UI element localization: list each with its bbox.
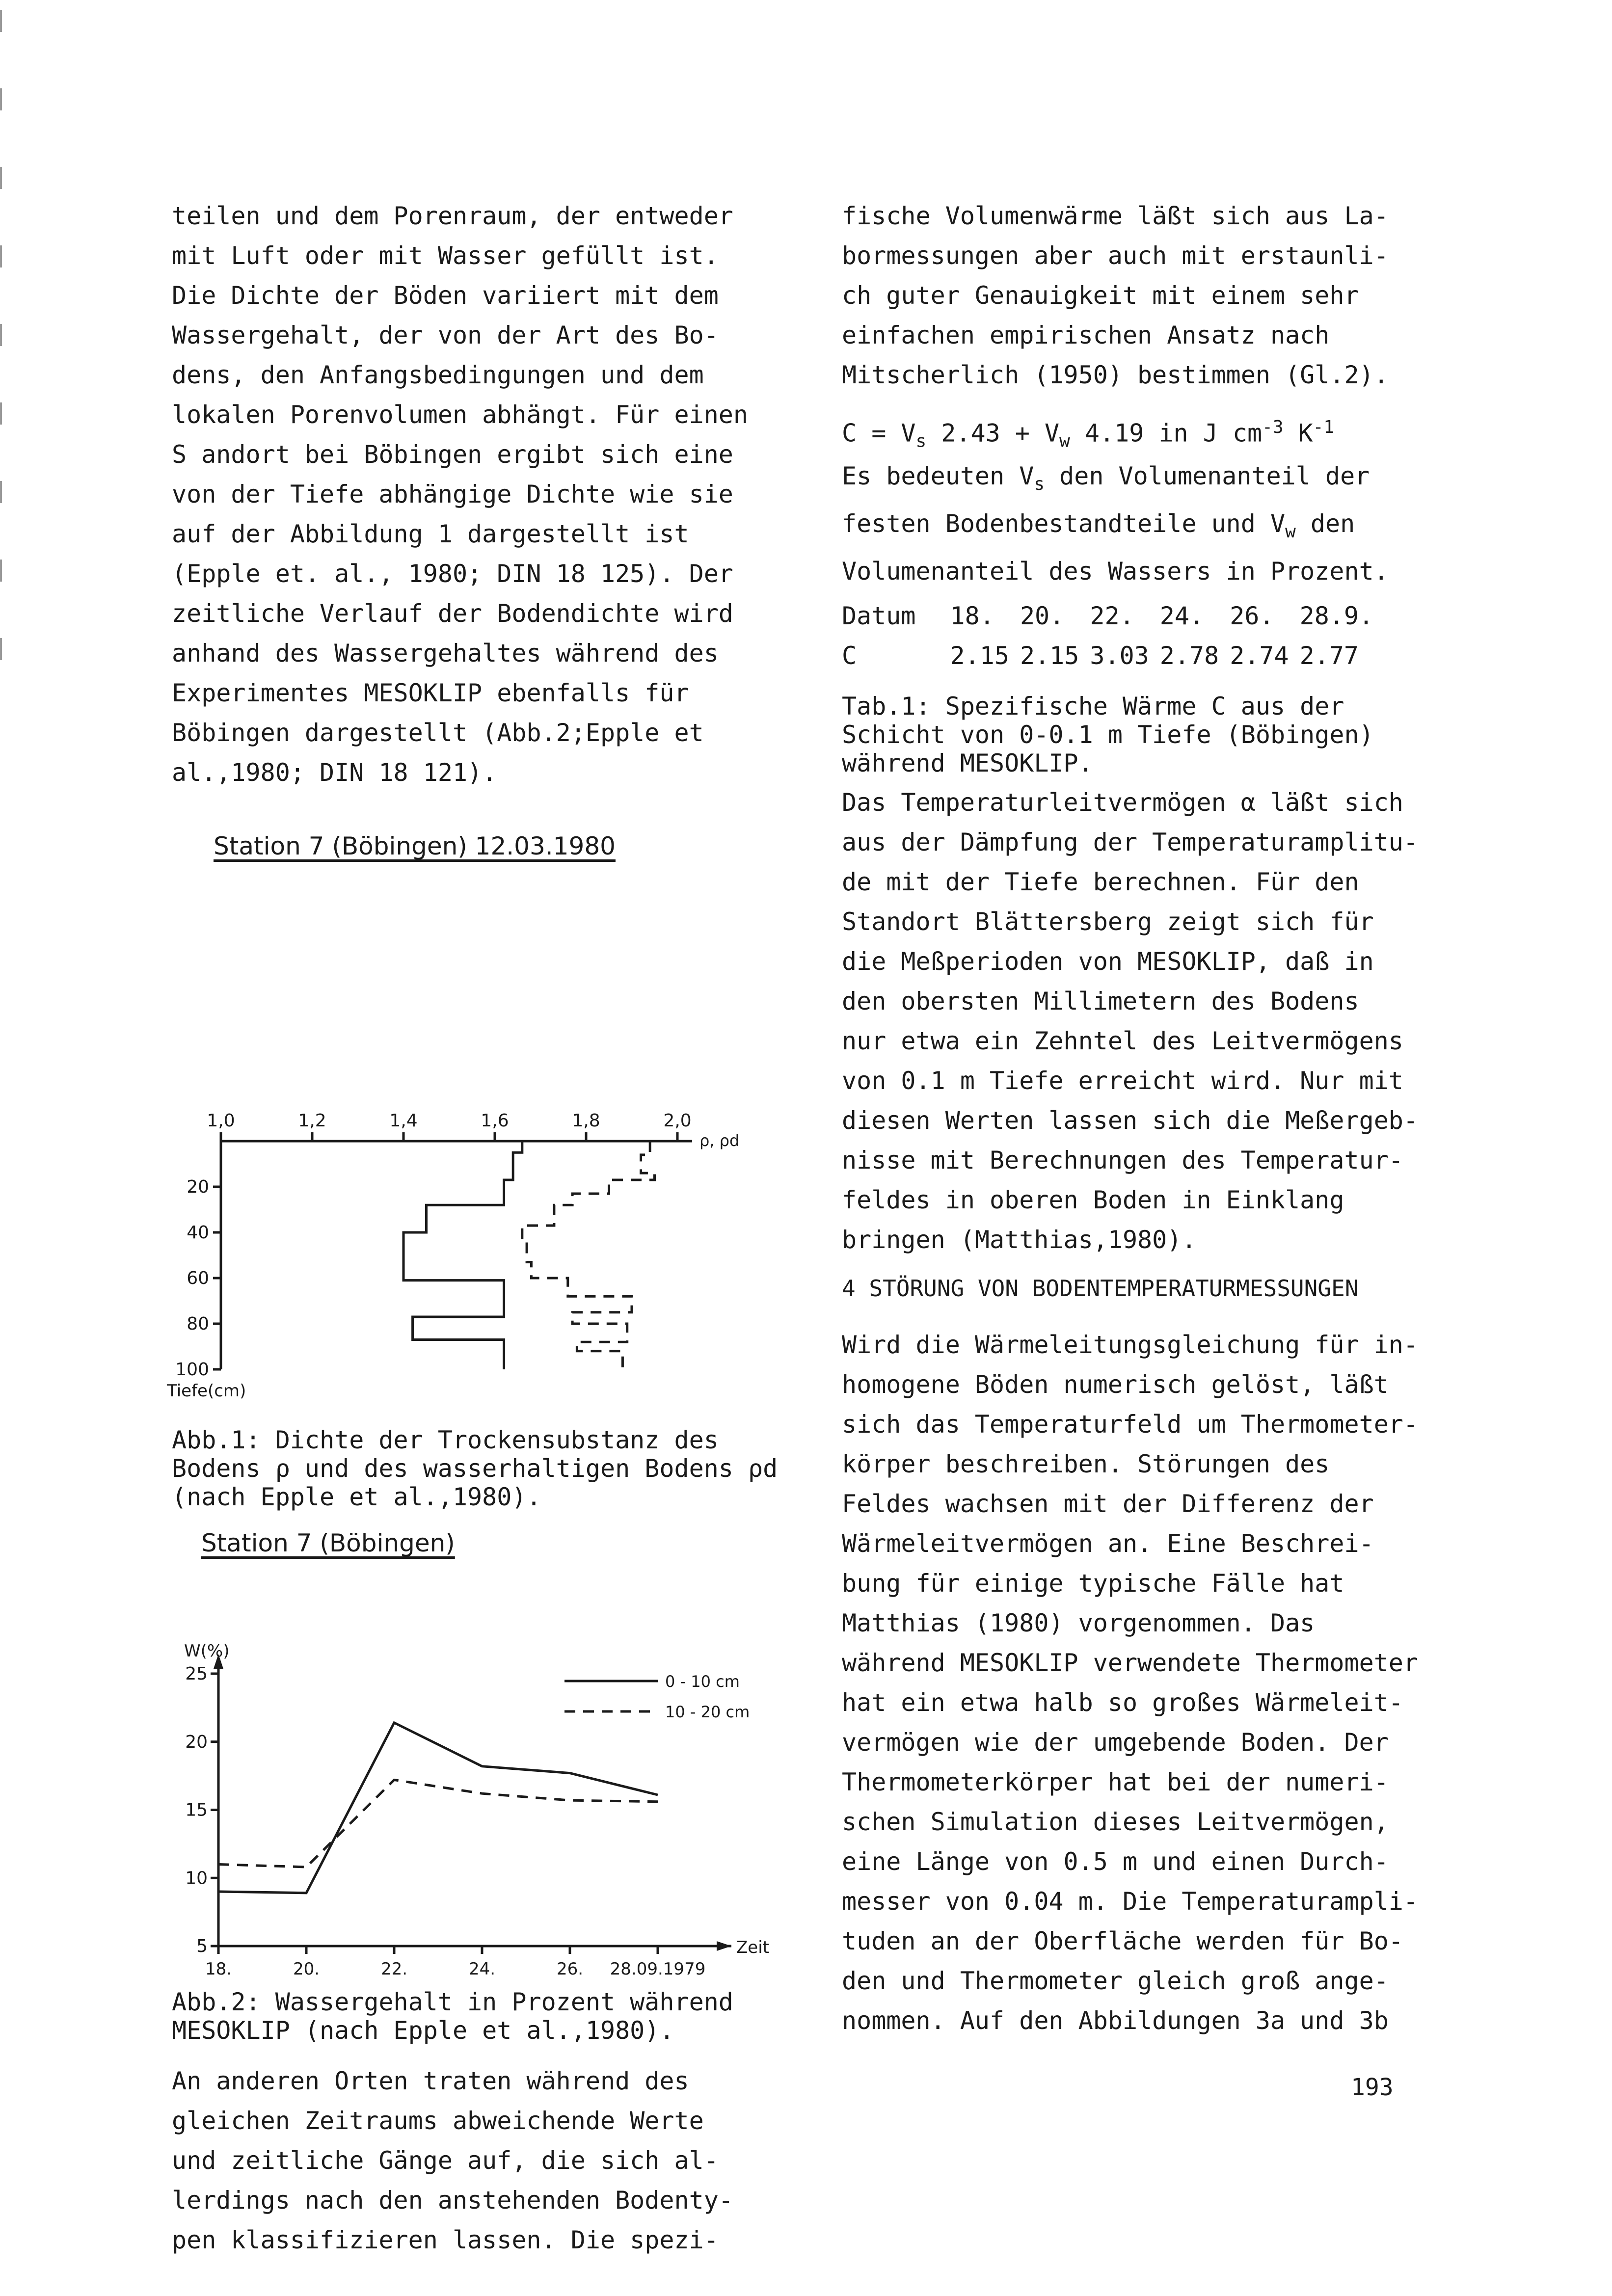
text-line: Mitscherlich (1950) bestimmen (Gl.2). — [842, 361, 1389, 389]
table-cell: 3.03 — [1090, 641, 1149, 670]
legend-label: 10 - 20 cm — [665, 1703, 750, 1721]
section-heading: 4 STÖRUNG VON BODENTEMPERATURMESSUNGEN — [842, 1275, 1359, 1302]
table-1-caption — [842, 692, 1374, 777]
y-tick-label: 25 — [185, 1664, 208, 1684]
text-line: schen Simulation dieses Leitvermögen, — [842, 1808, 1389, 1836]
formula-part: K — [1283, 419, 1313, 448]
text-part: festen Bodenbestandteile und V — [842, 509, 1286, 538]
caption-line: (nach Epple et al.,1980). — [172, 1483, 541, 1511]
text-line: Experimentes MESOKLIP ebenfalls für — [172, 679, 689, 707]
y-axis-label: Tiefe(cm) — [167, 1381, 246, 1401]
y-tick-label: 20 — [187, 1177, 209, 1197]
text-line: mit Luft oder mit Wasser gefüllt ist. — [172, 241, 719, 270]
table-cell: 2.15 — [1020, 641, 1079, 670]
text-line: von 0.1 m Tiefe erreicht wird. Nur mit — [842, 1067, 1403, 1095]
x-tick-label: 24. — [468, 1959, 496, 1979]
table-cell: 2.78 — [1159, 641, 1219, 670]
y-tick-label: 20 — [185, 1732, 208, 1752]
x-axis-arrow — [717, 1941, 731, 1951]
caption-line: MESOKLIP (nach Epple et al.,1980). — [172, 2016, 674, 2045]
text-line: al.,1980; DIN 18 121). — [172, 758, 497, 787]
x-axis-label: ρ, ρd — [699, 1131, 740, 1150]
text-part: den Volumenanteil der — [1045, 462, 1370, 490]
table-cell: 22. — [1090, 602, 1134, 630]
text-part: Es bedeuten V — [842, 462, 1034, 490]
table-cell: 18. — [950, 602, 994, 630]
text-line: homogene Böden numerisch gelöst, läßt — [842, 1370, 1389, 1399]
text-line: lokalen Porenvolumen abhängt. Für einen — [172, 400, 748, 429]
text-line: An anderen Orten traten während des — [172, 2067, 689, 2095]
text-line: nur etwa ein Zehntel des Leitvermögens — [842, 1027, 1403, 1055]
y-tick-label: 40 — [187, 1223, 209, 1243]
text-line: eine Länge von 0.5 m und einen Durch- — [842, 1847, 1389, 1876]
caption-line: Schicht von 0-0.1 m Tiefe (Böbingen) — [842, 721, 1374, 749]
formula-sup: -3 — [1262, 417, 1284, 437]
formula-part: 4.19 in J cm — [1070, 419, 1263, 448]
text-line: diesen Werten lassen sich die Meßergeb- — [842, 1106, 1418, 1135]
table-cell: C — [842, 641, 857, 670]
text-line: lerdings nach den anstehenden Bodenty- — [172, 2186, 733, 2215]
y-tick-label: 15 — [185, 1800, 208, 1820]
text-line: Böbingen dargestellt (Abb.2;Epple et — [172, 719, 704, 747]
text-line: bung für einige typische Fälle hat — [842, 1569, 1344, 1598]
left-paragraph-1 — [172, 196, 748, 793]
text-line: bormessungen aber auch mit erstaunli- — [842, 241, 1389, 270]
text-line — [842, 504, 1389, 552]
text-line: den und Thermometer gleich groß ange- — [842, 1967, 1389, 1995]
text-line: feldes in oberen Boden in Einklang — [842, 1186, 1344, 1214]
text-line: bringen (Matthias,1980). — [842, 1226, 1197, 1254]
text-line: fische Volumenwärme läßt sich aus La- — [842, 202, 1389, 230]
text-line: Wassergehalt, der von der Art des Bo- — [172, 321, 719, 349]
caption-line: Abb.2: Wassergehalt in Prozent während — [172, 1988, 733, 2016]
text-line: S andort bei Böbingen ergibt sich eine — [172, 440, 733, 469]
y-tick-label: 5 — [196, 1936, 208, 1956]
text-line: de mit der Tiefe berechnen. Für den — [842, 868, 1359, 896]
table-cell: 26. — [1230, 602, 1274, 630]
text-line: den obersten Millimetern des Bodens — [842, 987, 1359, 1015]
text-line: Das Temperaturleitvermögen α läßt sich — [842, 788, 1403, 817]
figure-2-title: Station 7 (Böbingen) — [201, 1529, 455, 1557]
page-number: 193 — [1351, 2074, 1394, 2101]
y-tick-label: 60 — [187, 1268, 209, 1288]
x-tick-label: 1,0 — [207, 1111, 235, 1131]
text-line: einfachen empirischen Ansatz nach — [842, 321, 1330, 349]
table-cell: Datum — [842, 602, 916, 630]
x-tick-label: 28.09.1979 — [610, 1959, 706, 1979]
text-line: tuden an der Oberfläche werden für Bo- — [842, 1927, 1403, 1955]
table-row — [842, 596, 1384, 636]
text-line: sich das Temperaturfeld um Thermometer- — [842, 1410, 1418, 1439]
formula-part: 2.43 + V — [926, 419, 1060, 448]
text-line: anhand des Wassergehaltes während des — [172, 639, 719, 667]
figure-1-density-chart — [157, 908, 795, 1404]
x-tick-label: 20. — [293, 1959, 320, 1979]
text-line: während MESOKLIP verwendete Thermometer — [842, 1649, 1418, 1677]
specific-heat-table — [842, 596, 1384, 676]
formula-part: C = V — [842, 419, 916, 448]
x-tick-label: 1,8 — [572, 1111, 600, 1131]
x-tick-label: 26. — [556, 1959, 584, 1979]
text-line: hat ein etwa halb so großes Wärmeleit- — [842, 1688, 1403, 1717]
figure-1-caption — [172, 1426, 778, 1511]
text-line: Matthias (1980) vorgenommen. Das — [842, 1609, 1315, 1637]
x-tick-label: 2,0 — [663, 1111, 692, 1131]
table-cell: 24. — [1159, 602, 1205, 630]
text-sub: w — [1285, 522, 1296, 542]
text-line: messer von 0.04 m. Die Temperaturampli- — [842, 1887, 1418, 1916]
text-line: nommen. Auf den Abbildungen 3a und 3b — [842, 2006, 1389, 2035]
table-cell: 2.77 — [1299, 641, 1359, 670]
text-line: vermögen wie der umgebende Boden. Der — [842, 1728, 1389, 1757]
text-line: Standort Blättersberg zeigt sich für — [842, 908, 1374, 936]
y-tick-label: 100 — [175, 1360, 209, 1380]
text-line: zeitliche Verlauf der Bodendichte wird — [172, 599, 733, 628]
text-line: ch guter Genauigkeit mit einem sehr — [842, 281, 1359, 310]
caption-line: Bodens ρ und des wasserhaltigen Bodens ρd — [172, 1454, 778, 1483]
right-paragraph-3 — [842, 783, 1418, 1260]
text-line: pen klassifizieren lassen. Die spezi- — [172, 2226, 719, 2254]
table-cell: 28.9. — [1299, 602, 1374, 630]
table-cell: 2.15 — [950, 641, 1009, 670]
x-tick-label: 1,4 — [389, 1111, 418, 1131]
text-line: Thermometerkörper hat bei der numeri- — [842, 1768, 1389, 1796]
specific-heat-formula — [842, 407, 1334, 461]
series-10-20cm-line — [218, 1780, 658, 1867]
table-row — [842, 636, 1384, 676]
caption-line: während MESOKLIP. — [842, 749, 1093, 777]
text-line: die Meßperioden von MESOKLIP, daß in — [842, 947, 1374, 976]
caption-line: Tab.1: Spezifische Wärme C aus der — [842, 692, 1344, 721]
x-axis-label: Zeit — [736, 1938, 769, 1957]
x-tick-label: 1,2 — [298, 1111, 326, 1131]
x-tick-label: 18. — [205, 1959, 232, 1979]
text-line: Wird die Wärmeleitungsgleichung für in- — [842, 1331, 1418, 1359]
caption-line: Abb.1: Dichte der Trockensubstanz des — [172, 1426, 719, 1454]
x-tick-label: 1,6 — [481, 1111, 509, 1131]
text-line: körper beschreiben. Störungen des — [842, 1450, 1330, 1478]
figure-2-caption — [172, 1988, 733, 2045]
text-line: teilen und dem Porenraum, der entweder — [172, 202, 733, 230]
formula-sup: -1 — [1313, 417, 1335, 437]
figure-2-water-content-chart — [128, 1627, 795, 1980]
series-dry-density-line — [403, 1141, 522, 1369]
text-line: dens, den Anfangsbedingungen und dem — [172, 361, 704, 389]
table-cell: 20. — [1020, 602, 1065, 630]
text-line: Volumenanteil des Wassers in Prozent. — [842, 557, 1389, 586]
series-wet-density-line — [522, 1141, 655, 1369]
text-line: Wärmeleitvermögen an. Eine Beschrei- — [842, 1529, 1374, 1558]
text-part: den — [1295, 509, 1355, 538]
text-line: auf der Abbildung 1 dargestellt ist — [172, 520, 689, 548]
text-line: gleichen Zeitraums abweichende Werte — [172, 2107, 704, 2135]
text-line: nisse mit Berechnungen des Temperatur- — [842, 1146, 1403, 1175]
text-line: Die Dichte der Böden variiert mit dem — [172, 281, 719, 310]
text-line: (Epple et. al., 1980; DIN 18 125). Der — [172, 560, 733, 588]
formula-sub: s — [915, 431, 927, 452]
right-paragraph-2 — [842, 456, 1389, 591]
text-line: von der Tiefe abhängige Dichte wie sie — [172, 480, 733, 508]
y-axis-label: W(%) — [184, 1641, 230, 1661]
scan-margin-marks — [0, 0, 3, 687]
y-tick-label: 80 — [187, 1314, 209, 1334]
table-cell: 2.74 — [1230, 641, 1289, 670]
right-paragraph-4 — [842, 1325, 1418, 2041]
text-sub: s — [1034, 474, 1045, 494]
formula-sub: w — [1059, 431, 1070, 452]
left-paragraph-2 — [172, 2061, 733, 2260]
legend-label: 0 - 10 cm — [665, 1672, 740, 1691]
x-tick-label: 22. — [380, 1959, 408, 1979]
right-paragraph-1 — [842, 196, 1389, 395]
text-line: aus der Dämpfung der Temperaturamplitu- — [842, 828, 1418, 856]
figure-1-title: Station 7 (Böbingen) 12.03.1980 — [214, 832, 616, 860]
y-tick-label: 10 — [185, 1868, 208, 1889]
text-line: Feldes wachsen mit der Differenz der — [842, 1490, 1374, 1518]
text-line: und zeitliche Gänge auf, die sich al- — [172, 2146, 719, 2175]
text-line — [842, 456, 1389, 504]
